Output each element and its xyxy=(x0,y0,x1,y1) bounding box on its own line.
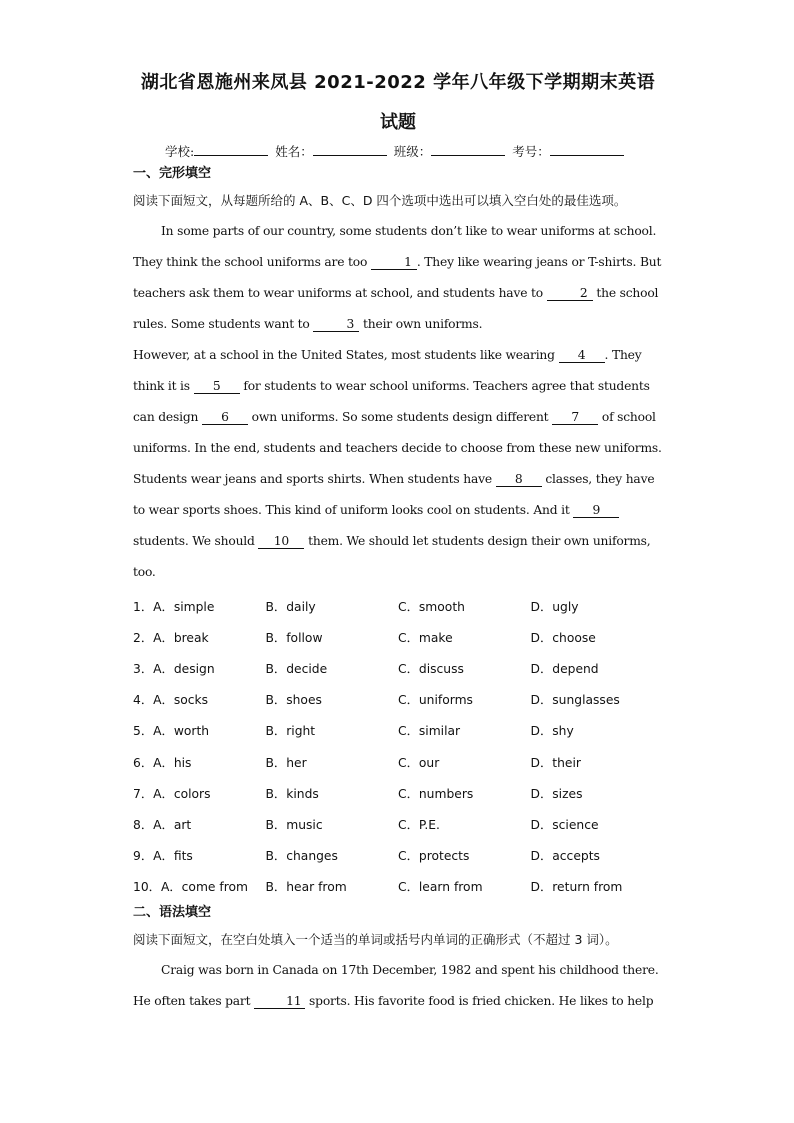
option-choice[interactable]: B．changes xyxy=(265,849,338,864)
number-label: 考号： xyxy=(512,144,550,159)
option-choice[interactable]: 9．A．fits xyxy=(133,849,193,864)
option-choice[interactable]: B．decide xyxy=(265,661,328,676)
option-choice[interactable]: C．numbers xyxy=(398,786,474,801)
exam-page xyxy=(133,62,663,1017)
passage-text: . They like wearing jeans or T-shirts. But teachers ask them to wear uniforms at school, and students have to xyxy=(133,255,662,300)
option-choice[interactable]: 5．A．worth xyxy=(133,724,210,739)
option-choice[interactable]: C．similar xyxy=(398,724,461,739)
passage-text: However, at a school in the United States, most students like wearing xyxy=(133,348,555,362)
option-choice[interactable]: B．daily xyxy=(265,599,316,614)
passage-text: . They think it is xyxy=(133,348,642,393)
option-choice[interactable]: D．return from xyxy=(530,880,623,895)
option-choice[interactable]: 4．A．socks xyxy=(133,693,209,708)
section2-instruction: 阅读下面短文，在空白处填入一个适当的单词或括号内单词的正确形式（不超过 3 词）。 xyxy=(133,931,618,947)
option-row xyxy=(133,777,663,808)
option-row xyxy=(133,840,663,871)
class-label: 班级： xyxy=(393,144,432,159)
blank-7[interactable]: 7 xyxy=(552,410,598,425)
passage-text: In some parts of our country, some students don’t like to wear uniforms at school. They think the school uniforms are too xyxy=(133,224,657,269)
passage-text: sports. His favorite food is fried chicken. He likes to help xyxy=(309,993,654,1008)
option-choice[interactable]: C．protects xyxy=(398,849,470,864)
blank-4[interactable]: 4 xyxy=(559,348,605,363)
option-choice[interactable]: B．kinds xyxy=(265,786,319,801)
number-field[interactable] xyxy=(550,141,624,156)
option-choice[interactable]: C．make xyxy=(398,630,453,645)
passage-text: students. We should xyxy=(133,534,255,548)
option-row xyxy=(133,746,663,777)
option-choice[interactable]: B．music xyxy=(265,817,323,832)
option-choice[interactable]: D．accepts xyxy=(530,849,600,864)
option-choice[interactable]: 2．A．break xyxy=(133,630,209,645)
passage-text: of school uniforms. In the end, students and teachers decide to choose from these new uniforms. Students wear jeans and sports shirts. When students have xyxy=(133,410,662,486)
option-choice[interactable]: D．their xyxy=(530,755,581,770)
option-choice[interactable]: D．science xyxy=(530,817,599,832)
option-row xyxy=(133,715,663,746)
option-choice[interactable]: 3．A．design xyxy=(133,661,215,676)
blank-5[interactable]: 5 xyxy=(194,379,240,394)
option-choice[interactable]: D．sizes xyxy=(530,786,583,801)
option-choice[interactable]: C．P.E. xyxy=(398,817,440,832)
section1-instruction: 阅读下面短文，从每题所给的 A、B、C、D 四个选项中选出可以填入空白处的最佳选项。 xyxy=(133,193,627,208)
exam-title: 湖北省恩施州来凤县 2021-2022 学年八年级下学期期末英语 xyxy=(140,72,656,93)
passage-text: their own uniforms. xyxy=(363,317,483,331)
class-field[interactable] xyxy=(431,141,505,156)
passage-text: for students to wear school uniforms. Teachers agree that students can design xyxy=(133,379,650,424)
section2-heading: 二、语法填空 xyxy=(133,904,212,920)
name-label: 姓名： xyxy=(275,144,313,159)
option-choice[interactable]: C．uniforms xyxy=(398,693,473,708)
passage-text: them. We should let students design their own uniforms, too. xyxy=(133,534,651,579)
option-choice[interactable]: D．depend xyxy=(530,661,599,676)
option-choice[interactable]: B．right xyxy=(265,724,316,739)
option-choice[interactable]: 10．A．come from xyxy=(133,880,249,895)
option-choice[interactable]: D．shy xyxy=(530,724,574,739)
option-row xyxy=(133,590,663,621)
option-choice[interactable]: B．follow xyxy=(265,630,323,645)
passage-text: the school rules. Some students want to xyxy=(133,286,659,331)
blank-2[interactable]: 2 xyxy=(547,286,593,301)
option-choice[interactable]: D．sunglasses xyxy=(530,693,620,708)
option-choice[interactable]: D．ugly xyxy=(530,599,579,614)
section1-passage-cont xyxy=(133,340,663,588)
student-info-row xyxy=(165,141,663,163)
passage-text: own uniforms. So some students design different xyxy=(251,410,549,424)
section1-passage xyxy=(133,216,663,340)
option-row xyxy=(133,808,663,839)
option-choice[interactable]: 8．A．art xyxy=(133,817,192,832)
option-choice[interactable]: B．shoes xyxy=(265,693,322,708)
option-choice[interactable]: D．choose xyxy=(530,630,596,645)
school-label: 学校: xyxy=(165,144,195,159)
option-choice[interactable]: 1．A．simple xyxy=(133,599,215,614)
option-choice[interactable]: B．her xyxy=(265,755,307,770)
option-choice[interactable]: C．our xyxy=(398,755,440,770)
option-row xyxy=(133,652,663,683)
option-choice[interactable]: C．learn from xyxy=(398,880,483,895)
passage-text: Craig was born in Canada on 17th December, 1982 and spent his childhood there. He often takes part xyxy=(133,962,659,1008)
option-choice[interactable]: B．hear from xyxy=(265,880,347,895)
blank-3[interactable]: 3 xyxy=(313,317,359,332)
option-row xyxy=(133,871,663,902)
blank-6[interactable]: 6 xyxy=(202,410,248,425)
option-choice[interactable]: 7．A．colors xyxy=(133,786,211,801)
exam-title-line2: 试题 xyxy=(380,112,416,133)
option-row xyxy=(133,621,663,652)
passage-text: classes, they have to wear sports shoes. This kind of uniform looks cool on students. And it xyxy=(133,472,655,517)
school-field[interactable] xyxy=(194,141,268,156)
option-choice[interactable]: C．discuss xyxy=(398,661,464,676)
option-row xyxy=(133,684,663,715)
name-field[interactable] xyxy=(313,141,387,156)
blank-8[interactable]: 8 xyxy=(496,472,542,487)
blank-9[interactable]: 9 xyxy=(573,503,619,518)
option-choice[interactable]: C．smooth xyxy=(398,599,465,614)
option-choice[interactable]: 6．A．his xyxy=(133,755,192,770)
blank-1[interactable]: 1 xyxy=(371,255,417,270)
blank-10[interactable]: 10 xyxy=(258,534,304,549)
options-list xyxy=(133,590,663,902)
blank-11[interactable]: 11 xyxy=(254,994,305,1009)
section1-heading: 一、完形填空 xyxy=(133,166,212,181)
section2-passage xyxy=(133,955,663,1017)
